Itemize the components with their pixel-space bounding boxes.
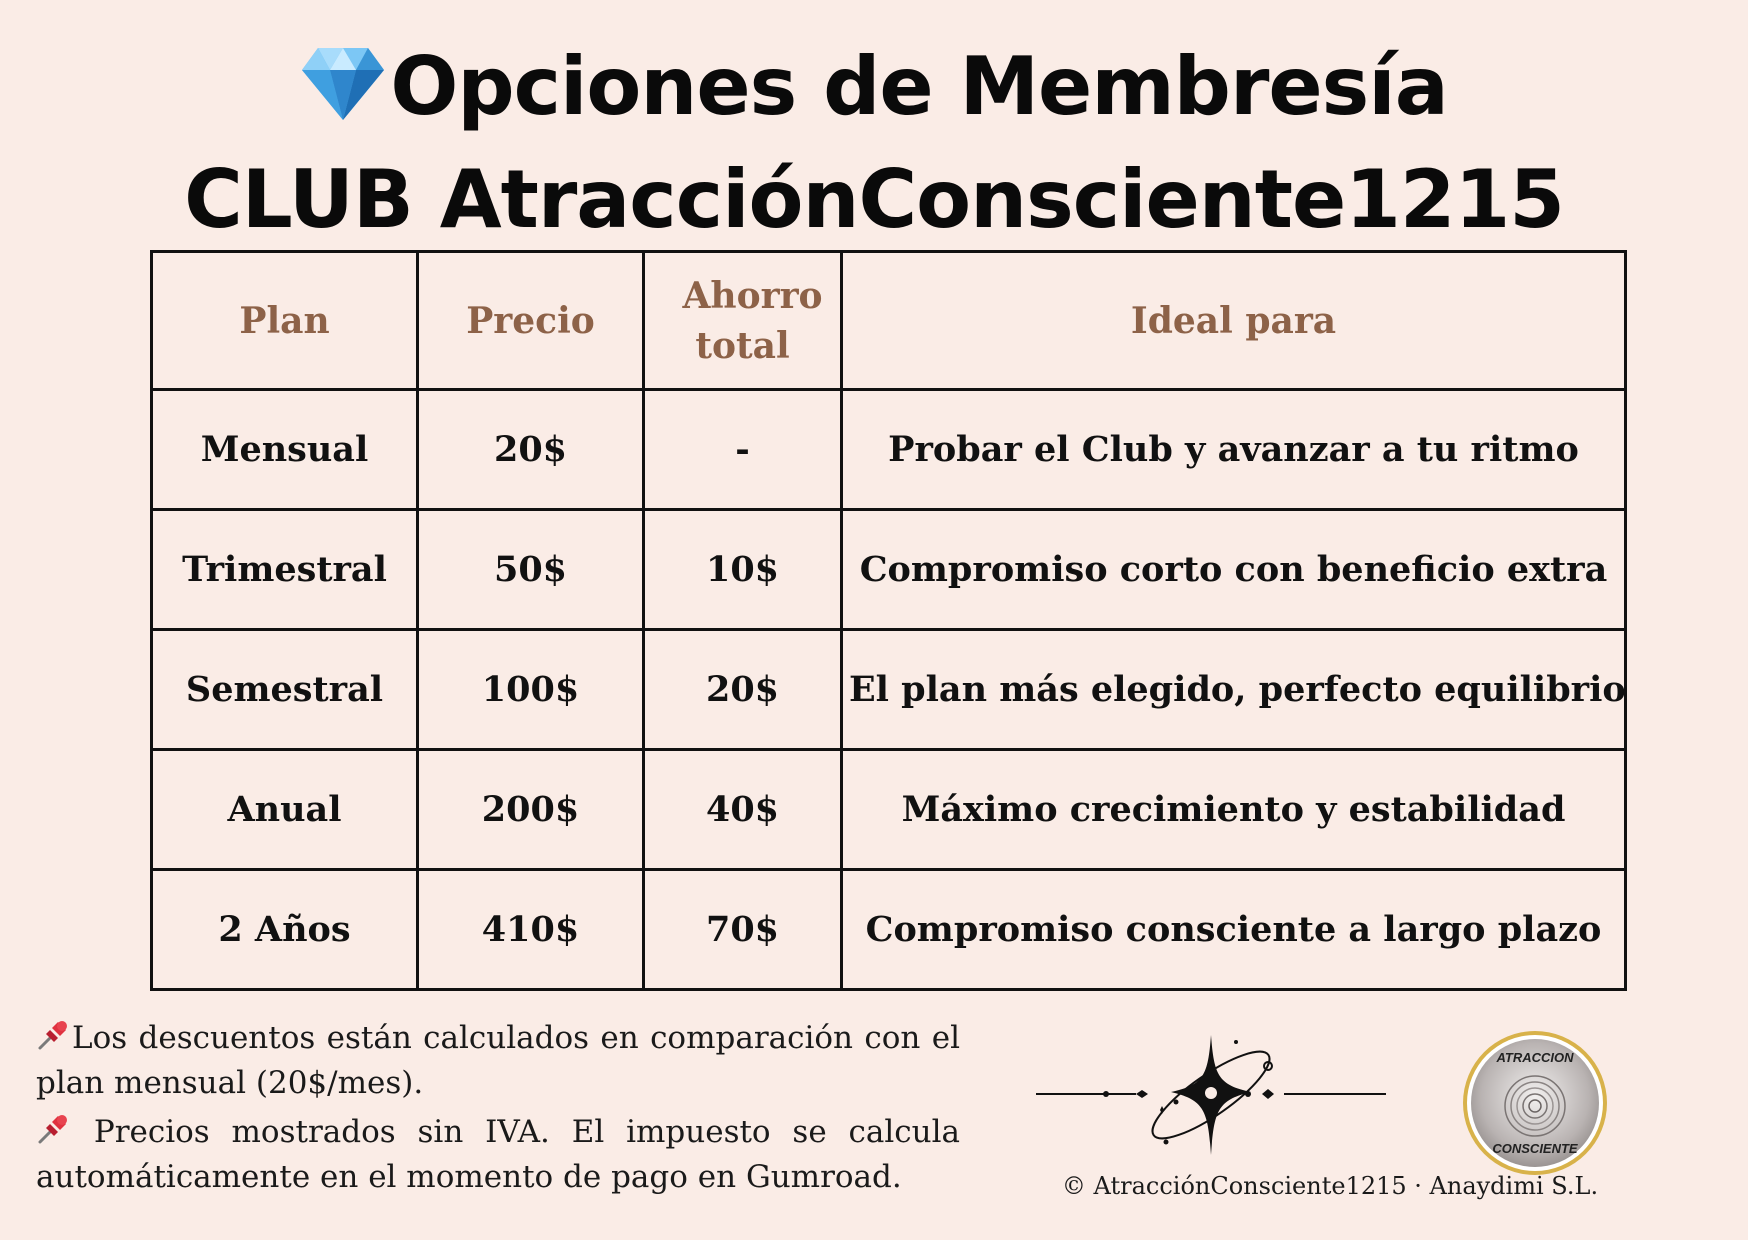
cell-plan: Semestral [152,630,418,750]
page-title-line1 [0,32,1748,142]
cell-precio: 100$ [418,630,644,750]
brand-seal-logo [1460,1028,1610,1178]
cell-ideal: Compromiso consciente a largo plazo [842,870,1626,990]
cell-ahorro: 70$ [644,870,842,990]
column-header-precio: Precio [418,252,644,390]
cell-plan: Anual [152,750,418,870]
footnote-discounts [36,1016,960,1106]
footnote-discounts-text: Los descuentos están calculados en comparación con el plan mensual (20$/mes). [36,1020,960,1101]
table-header-row [152,252,1626,390]
cell-ideal: Compromiso corto con beneficio extra [842,510,1626,630]
table-row [152,630,1626,750]
cell-ahorro: 20$ [644,630,842,750]
cell-plan: Mensual [152,390,418,510]
seal-top-text: ATRACCION [1496,1050,1574,1065]
cell-precio: 200$ [418,750,644,870]
cell-precio: 50$ [418,510,644,630]
cell-ahorro: - [644,390,842,510]
sparkle-star-icon [1036,1030,1386,1160]
table-row [152,750,1626,870]
pushpin-icon [36,1112,70,1146]
copyright-text: © AtracciónConsciente1215 · Anaydimi S.L. [1061,1172,1599,1200]
column-header-ahorro [644,252,842,390]
table-row [152,510,1626,630]
cell-ideal: Máximo crecimiento y estabilidad [842,750,1626,870]
membership-table [150,250,1627,991]
seal-bottom-text: CONSCIENTE [1492,1141,1578,1156]
column-header-ahorro-text: Ahorro total [682,274,823,367]
footnote-tax [36,1110,960,1200]
column-header-plan: Plan [152,252,418,390]
title-text-line1: Opciones de Membresía [390,40,1448,133]
column-header-ideal: Ideal para [842,252,1626,390]
cell-precio: 410$ [418,870,644,990]
gem-icon [300,44,386,122]
footnote-tax-text: Precios mostrados sin IVA. El impuesto se calcula automáticamente en el momento de pago en Gumroad. [36,1114,960,1195]
cell-precio: 20$ [418,390,644,510]
cell-plan: Trimestral [152,510,418,630]
page-title-line2: CLUB AtracciónConsciente1215 [184,153,1564,246]
table-row [152,390,1626,510]
cell-ideal: El plan más elegido, perfecto equilibrio [842,630,1626,750]
cell-ahorro: 10$ [644,510,842,630]
table-row [152,870,1626,990]
cell-plan: 2 Años [152,870,418,990]
pushpin-icon [36,1018,70,1052]
cell-ideal: Probar el Club y avanzar a tu ritmo [842,390,1626,510]
cell-ahorro: 40$ [644,750,842,870]
